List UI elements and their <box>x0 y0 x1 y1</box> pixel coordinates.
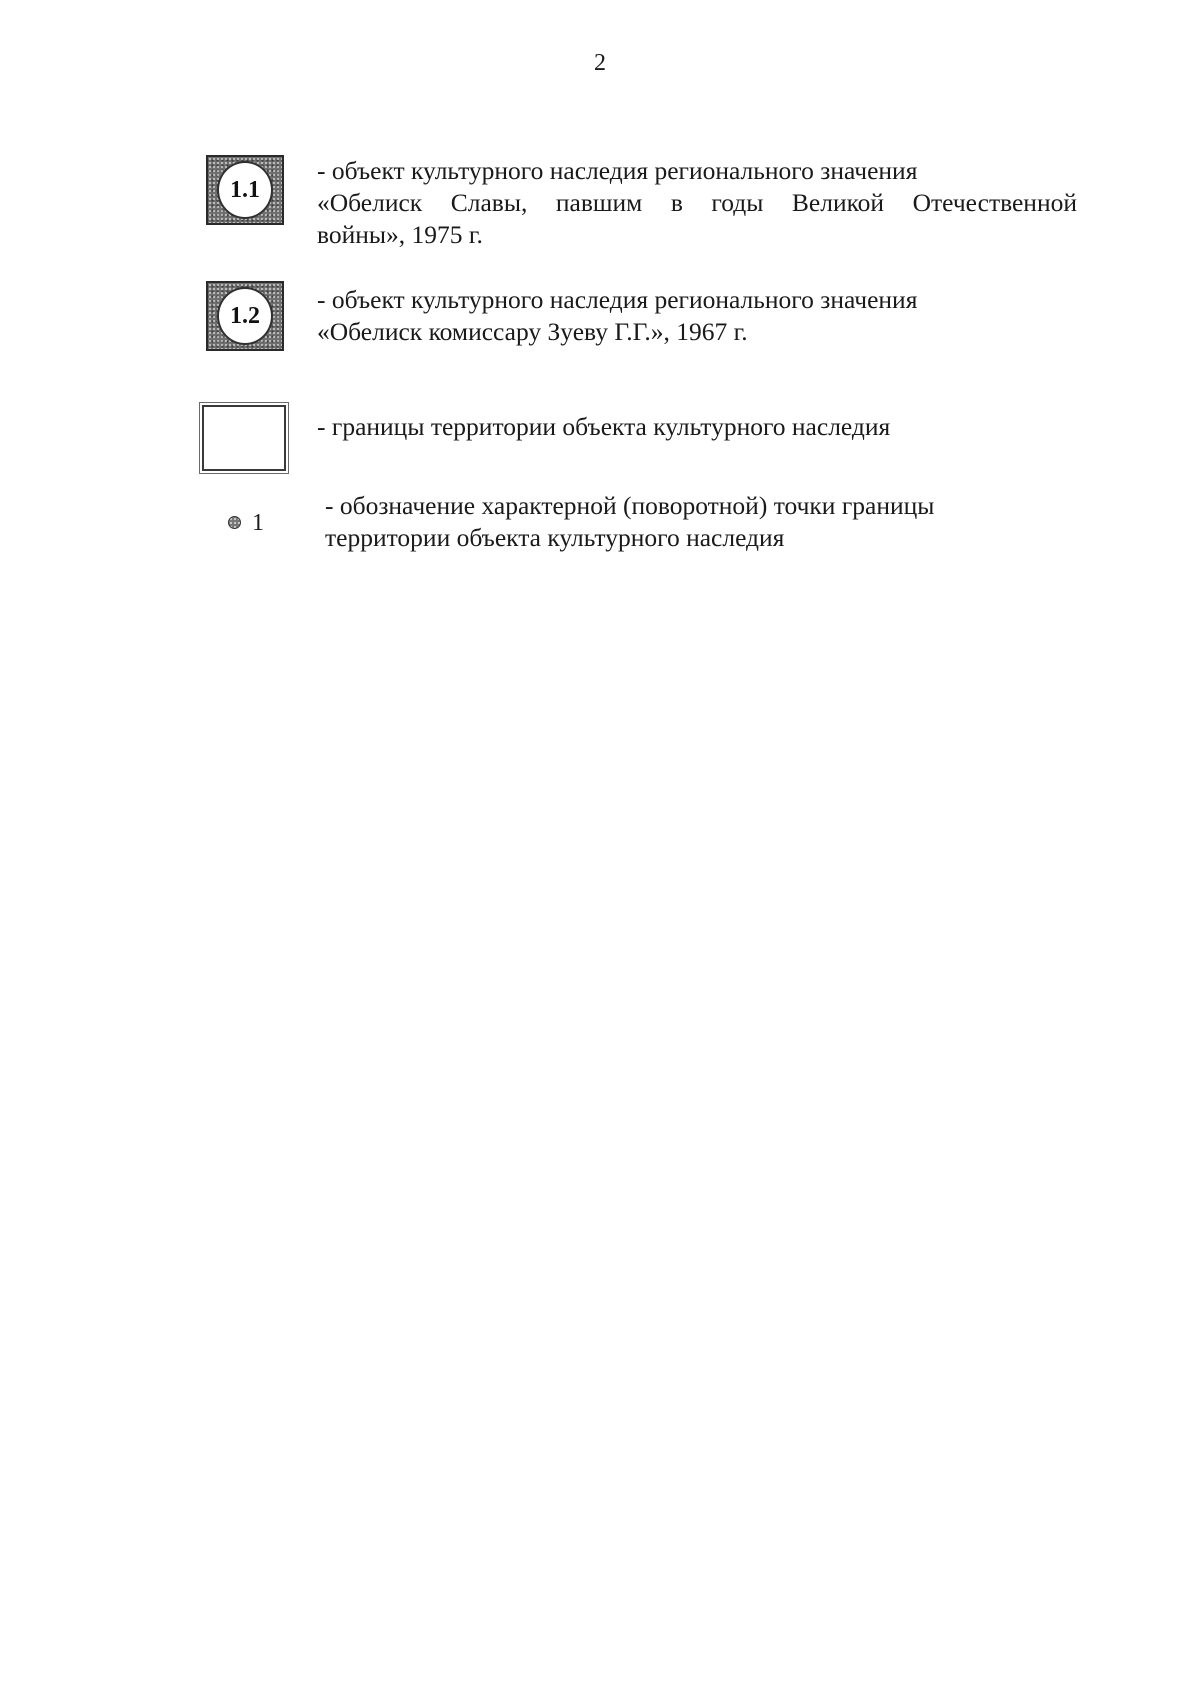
point-number: 1 <box>252 510 264 536</box>
legend-line: - объект культурного наследия регионального значения <box>317 285 918 314</box>
legend-line: - обозначение характерной (поворотной) точки границы <box>325 491 935 520</box>
legend-item-description <box>317 155 1077 251</box>
boundary-point-icon <box>228 516 241 529</box>
legend-line: - объект культурного наследия регионального значения <box>317 156 918 185</box>
legend-line: войны», 1975 г. <box>317 220 483 249</box>
boundary-point-marker <box>228 510 268 538</box>
heritage-object-marker-icon <box>206 281 284 351</box>
legend-item-description <box>317 284 1077 348</box>
legend-line: «Обелиск Славы, павшим в годы Великой Отечественной <box>317 188 1077 217</box>
legend-line: «Обелиск комиссару Зуеву Г.Г.», 1967 г. <box>317 317 748 346</box>
legend-line: - границы территории объекта культурного наследия <box>317 412 891 441</box>
page-number: 2 <box>594 50 606 76</box>
territory-boundary-icon <box>202 405 286 471</box>
legend-line: территории объекта культурного наследия <box>325 523 785 552</box>
marker-label: 1.1 <box>217 161 273 219</box>
marker-label: 1.2 <box>217 287 273 345</box>
legend-item-description <box>317 411 1077 443</box>
heritage-object-marker-icon <box>206 155 284 225</box>
legend-item-description <box>325 490 1085 554</box>
